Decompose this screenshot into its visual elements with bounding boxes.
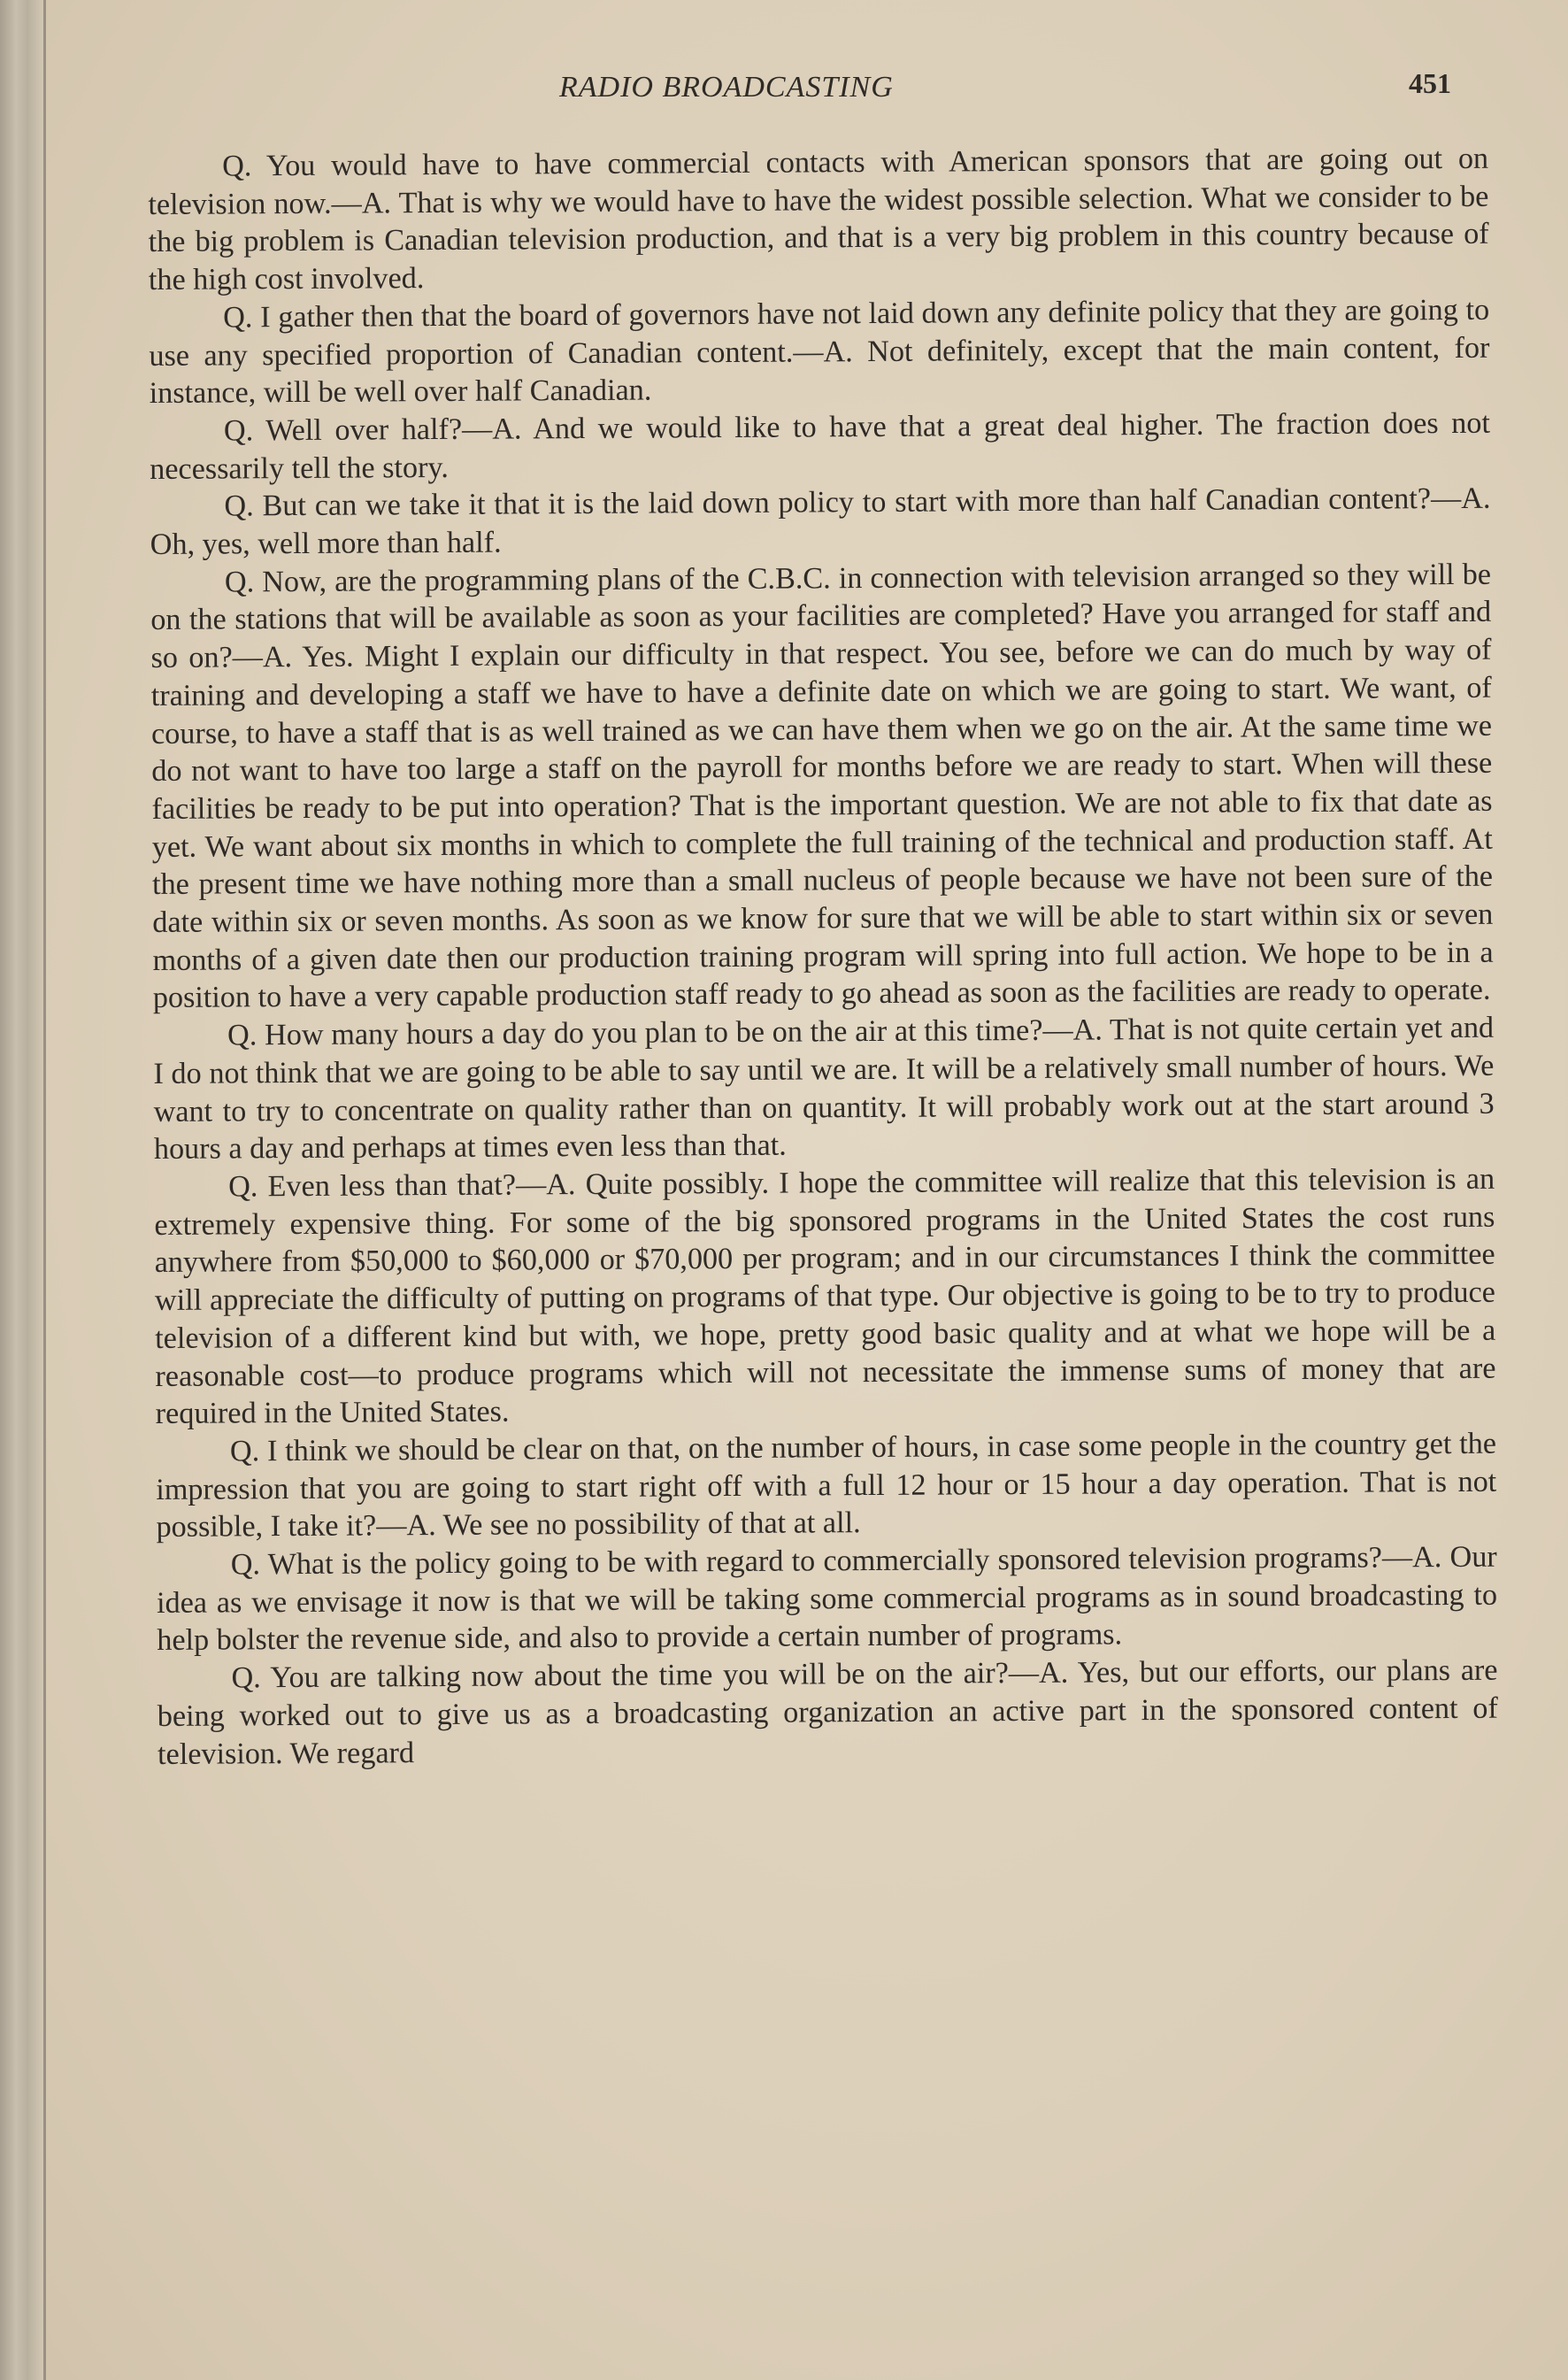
paragraph-4: Q. But can we take it that it is the laid down policy to start with more than half Canadian content?—A. Oh, yes, well more than half. bbox=[150, 482, 1491, 562]
paragraph-7: Q. Even less than that?—A. Quite possibly. I hope the committee will realize that this television is an extremely expensive thing. For some of the big sponsored programs in the United States the cost runs anywhere from $50,000 to $60,000 or $70,000 per program; and in our circumstances I think the committee will appreciate the difficulty of putting on programs of that type. Our objective is going to be to try to produce television of a different kind but with, we hope, pretty good basic quality and at what we hope will be a reasonable cost—to produce programs which will not necessitate the immense sums of money that are required in the United States. bbox=[154, 1162, 1496, 1431]
book-binding-edge bbox=[0, 0, 46, 2380]
book-page bbox=[46, 0, 1568, 2380]
paragraph-2: Q. I gather then that the board of governors have not laid down any definite policy that they are going to use any specified proportion of Canadian content.—A. Not definitely, except that the main content, for instance, will be well over half Canadian. bbox=[149, 293, 1490, 411]
paragraph-10: Q. You are talking now about the time you will be on the air?—A. Yes, but our efforts, our plans are being worked out to give us as a broadcasting organization an active part in the sponsored content of television. We regard bbox=[157, 1653, 1498, 1771]
paragraph-1: Q. You would have to have commercial contacts with American sponsors that are going out on television now.—A. That is why we would have to have the widest possible selection. What we consider to be the big problem is Canadian television production, and that is a very big problem in this country because of the high cost involved. bbox=[148, 142, 1489, 297]
body-text bbox=[148, 141, 1498, 1774]
paragraph-9: Q. What is the policy going to be with regard to commercially sponsored television programs?—A. Our idea as we envisage it now is that we will be taking some commercial programs as in sound broadcasting to help bolster the revenue side, and also to provide a certain number of programs. bbox=[156, 1540, 1498, 1658]
paragraph-6: Q. How many hours a day do you plan to be on the air at this time?—A. That is not quite certain yet and I do not think that we are going to be able to say until we are. It will be a relatively small number of hours. We want to try to concentrate on quality rather than on quantity. It will probably work out at the start around 3 hours a day and perhaps at times even less than that. bbox=[153, 1011, 1495, 1167]
paragraph-5: Q. Now, are the programming plans of the C.B.C. in connection with television arranged so they will be on the stations that will be available as soon as your facilities are completed? Have you arranged for staff and so on?—A. Yes. Might I explain our difficulty in that respect. You see, before we can do much by way of training and developing a staff we have to have a definite date on which we are going to start. We want, of course, to have a staff that is as well trained as we can have them when we go on the air. At the same time we do not want to have too large a staff on the payroll for months before we are ready to start. When will these facilities be ready to be put into operation? That is the important question. We are not able to fix that date as yet. We want about six months in which to complete the full training of the technical and production staff. At the present time we have nothing more than a small nucleus of people because we have not been sure of the date within six or seven months. As soon as we know for sure that we will be able to start within six or seven months of a given date then our production training program will spring into full action. We hope to be in a position to have a very capable production staff ready to go ahead as soon as the facilities are ready to operate. bbox=[150, 558, 1494, 1015]
running-head: RADIO BROADCASTING bbox=[559, 71, 894, 104]
paragraph-3: Q. Well over half?—A. And we would like to have that a great deal higher. The fraction does not necessarily tell the story. bbox=[150, 406, 1491, 486]
paragraph-8: Q. I think we should be clear on that, on the number of hours, in case some people in the country get the impression that you are going to start right off with a full 12 hour or 15 hour a day operation. That is not possible, I take it?—A. We see no possibility of that at all. bbox=[156, 1427, 1497, 1544]
page-number: 451 bbox=[1409, 67, 1451, 99]
